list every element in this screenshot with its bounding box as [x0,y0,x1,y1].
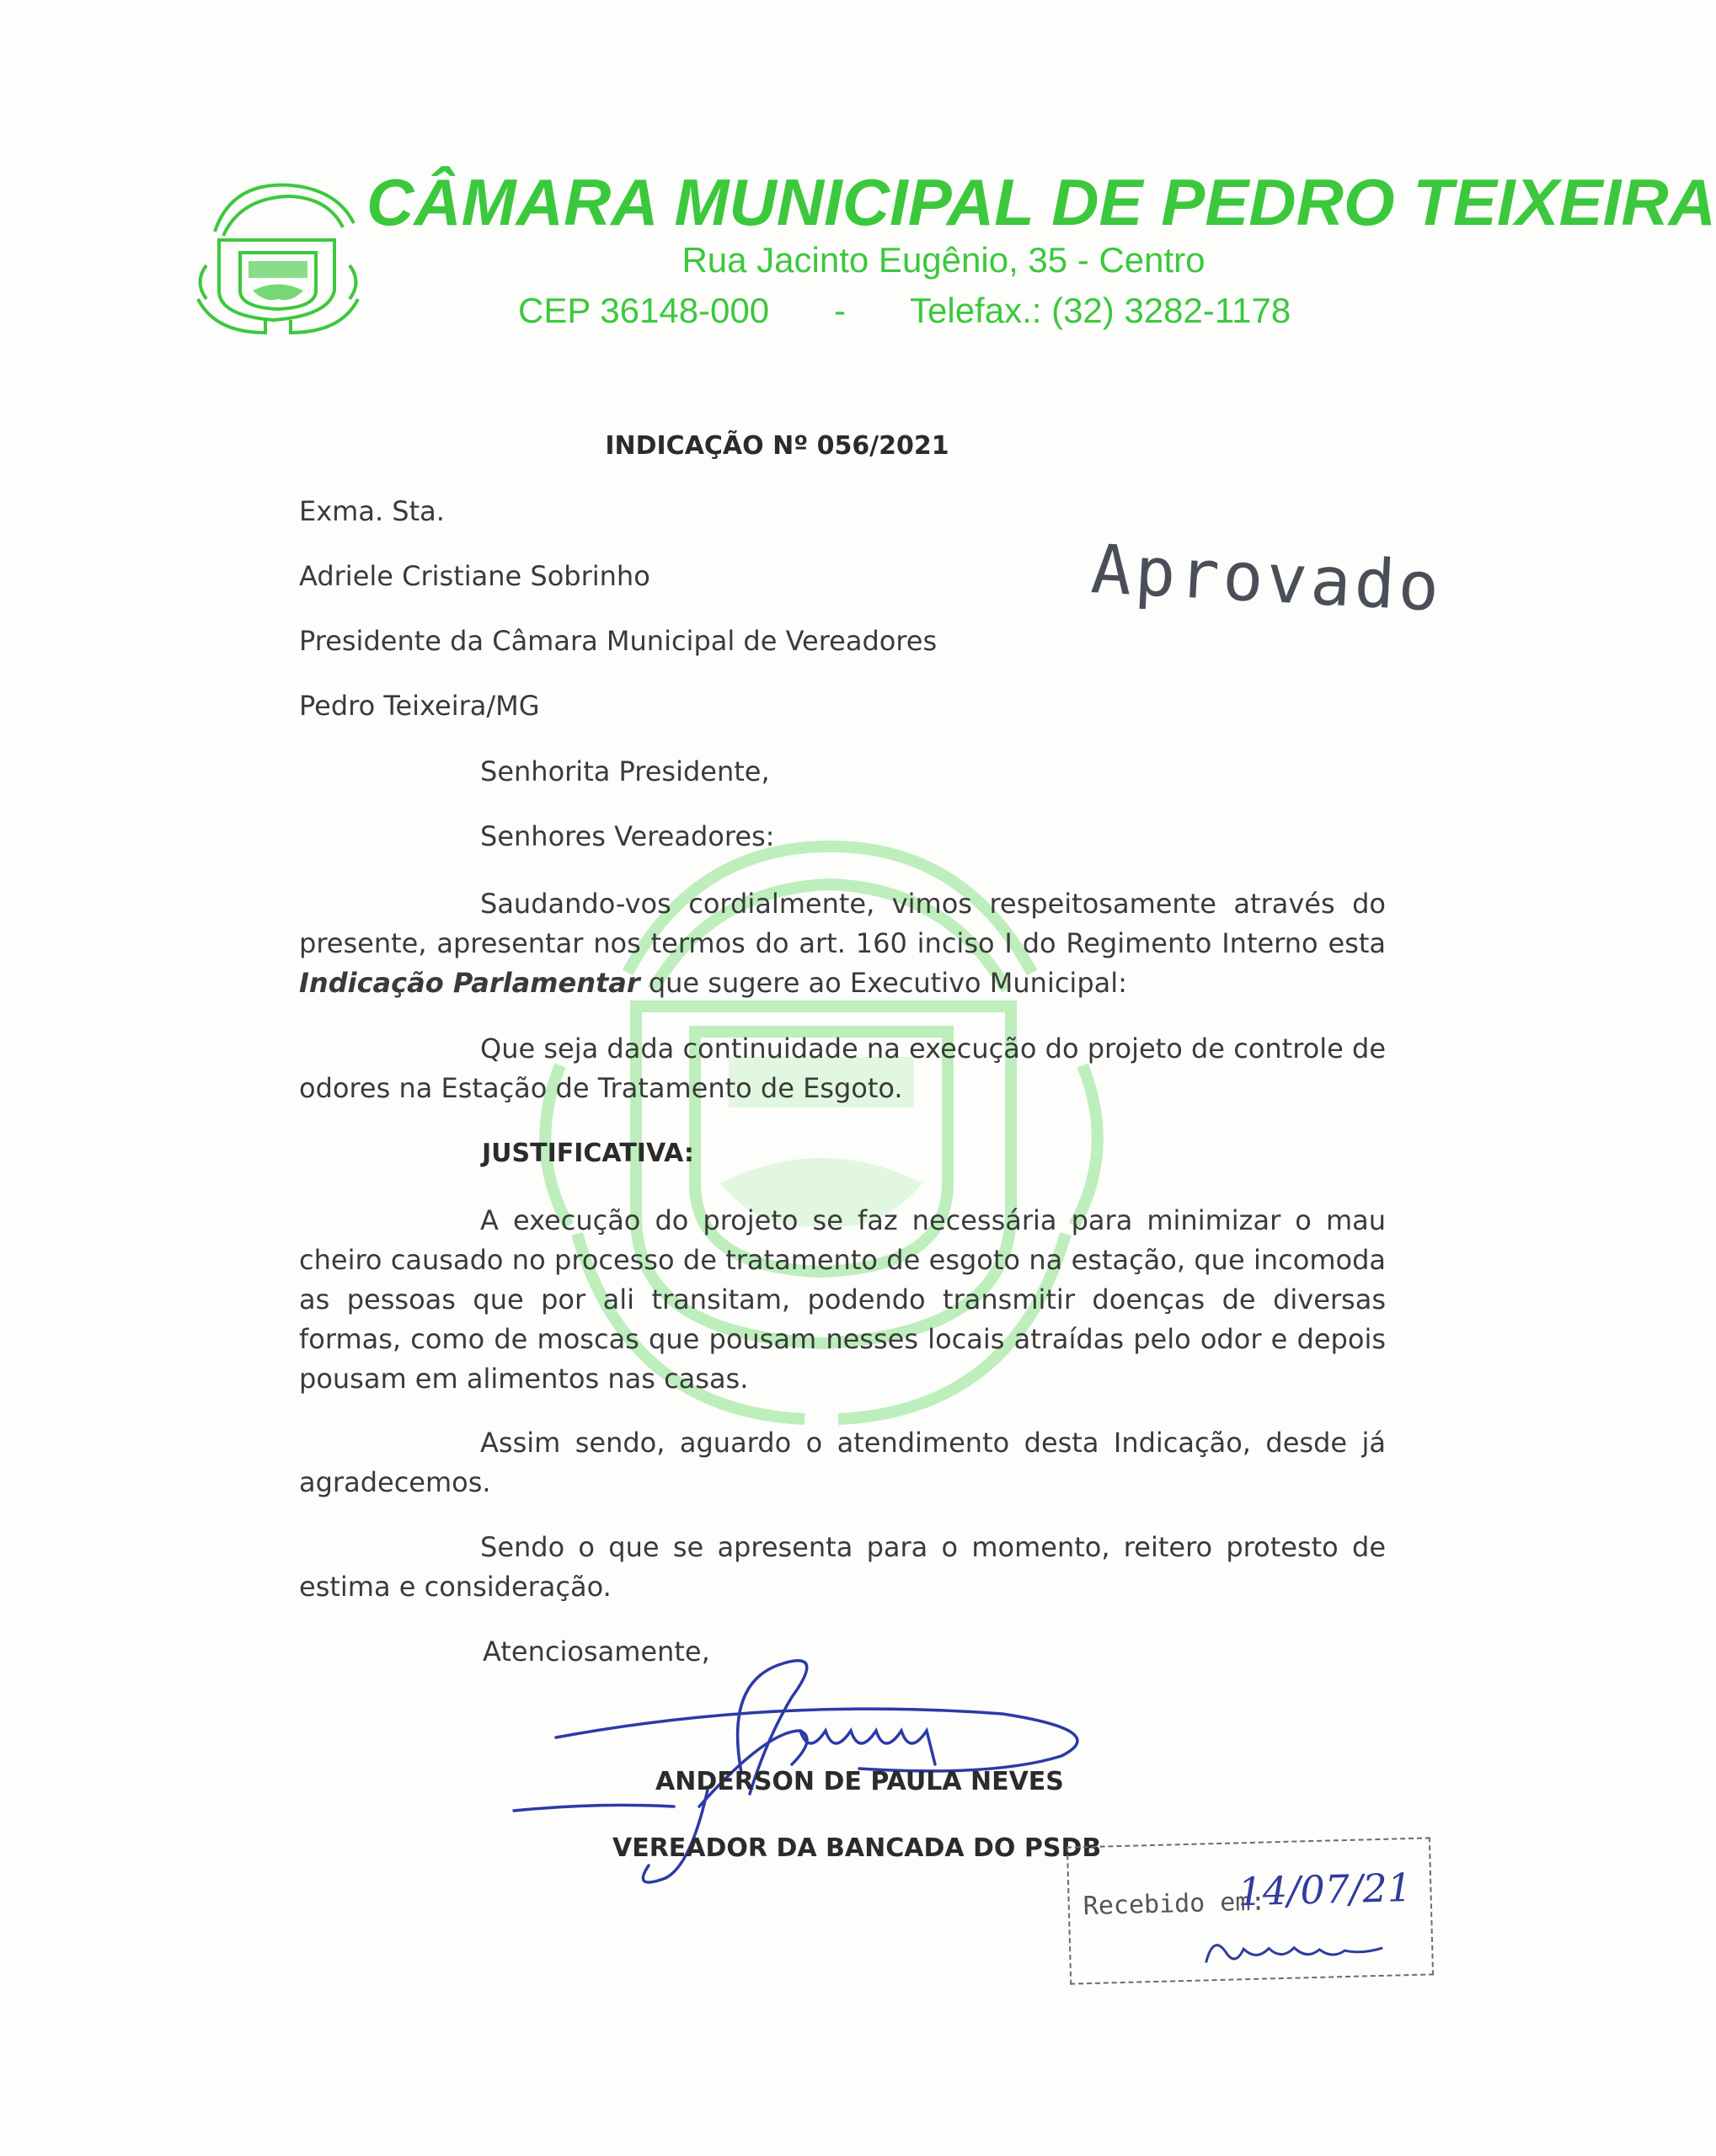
recipient-place: Pedro Teixeira/MG [299,690,540,722]
paragraph-intro-bold: Indicação Parlamentar [299,967,640,999]
greeting-president: Senhorita Presidente, [480,755,770,787]
municipal-seal-icon [190,173,366,341]
organization-name: CÂMARA MUNICIPAL DE PEDRO TEIXEIRA [366,165,1716,239]
received-stamp-box [1066,1837,1434,1984]
paragraph-justification: A execução do projeto se faz necessária para minimizar o mau cheiro causado no processo de tratamento de esgoto na estação, que incomoda as pessoas que por ali transitam, podendo transmitir doenças de diversas formas, como de moscas que pousam nesses locais atraídas pelo odor e depois pousam em alimentos nas casas. [299,1204,1386,1395]
approved-stamp: Aprovado [1088,530,1445,627]
greeting-councilors: Senhores Vereadores: [480,820,775,852]
received-initials-signature [1197,1924,1392,1972]
signer-role: VEREADOR DA BANCADA DO PSDB [612,1833,1102,1863]
received-date: 14/07/21 [1237,1864,1413,1915]
organization-phone: Telefax.: (32) 3282-1178 [910,291,1291,330]
organization-cep: CEP 36148-000 [518,291,770,330]
received-label: Recebido em: [1083,1886,1266,1922]
paragraph-request: Que seja dada continuidade na execução do projeto de controle de odores na Estação de Tratamento de Esgoto. [299,1033,1386,1104]
paragraph-intro-text-b: que sugere ao Executivo Municipal: [639,967,1127,999]
organization-address: Rua Jacinto Eugênio, 35 - Centro [682,240,1205,280]
paragraph-acknowledgement: Assim sendo, aguardo o atendimento desta Indicação, desde já agradecemos. [299,1427,1386,1498]
paragraph-closing-remarks: Sendo o que se apresenta para o momento, reitero protesto de estima e consideração. [299,1531,1386,1603]
paragraph-introduction [299,884,1386,1003]
recipient-role: Presidente da Câmara Municipal de Vereadores [299,625,938,657]
recipient-salutation: Exma. Sta. [299,495,445,527]
recipient-name: Adriele Cristiane Sobrinho [299,560,650,592]
justification-heading: JUSTIFICATIVA: [482,1139,694,1168]
signer-name: ANDERSON DE PAULA NEVES [655,1767,1064,1796]
document-title: INDICAÇÃO Nº 056/2021 [605,431,949,461]
paragraph-intro-text-a: Saudando-vos cordialmente, vimos respeitosamente através do presente, apresentar nos termos do art. 160 inciso I do Regimento Interno esta [299,888,1386,959]
closing-salutation: Atenciosamente, [483,1636,710,1668]
contact-separator: - [834,291,846,330]
